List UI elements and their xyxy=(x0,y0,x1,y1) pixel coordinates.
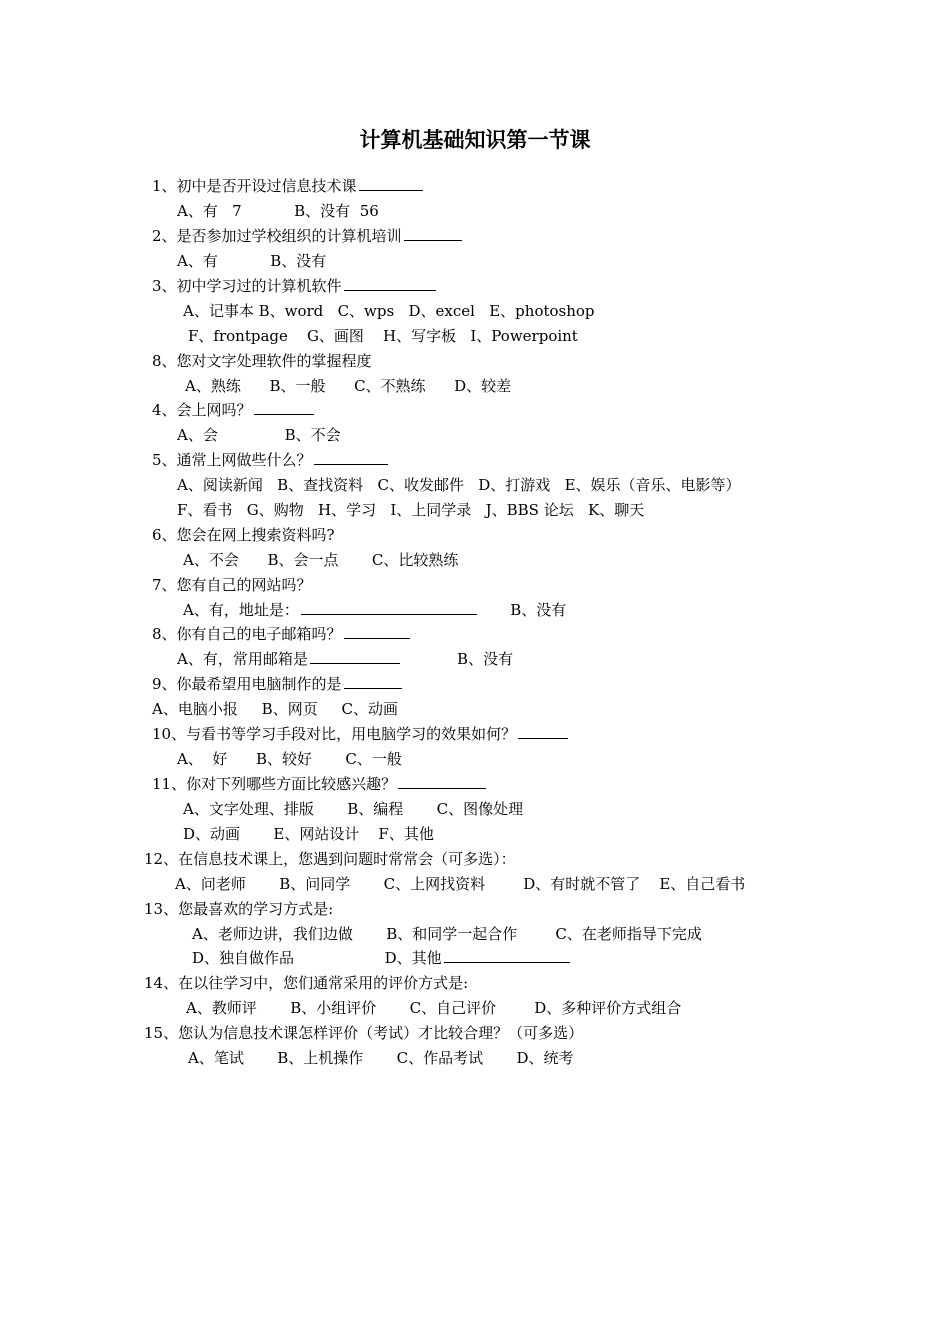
line-text-tail: B、没有 xyxy=(476,601,567,619)
question-line xyxy=(144,1023,583,1043)
question-line xyxy=(152,624,410,644)
line-text: 15、您认为信息技术课怎样评价（考试）才比较合理？（可多选） xyxy=(144,1024,584,1042)
question-line xyxy=(177,649,513,669)
line-text: A、笔试 B、上机操作 C、作品考试 D、统考 xyxy=(188,1049,574,1067)
line-text: 5、通常上网做些什么？ xyxy=(152,451,312,469)
question-line xyxy=(152,525,335,545)
answer-blank[interactable] xyxy=(254,400,314,415)
line-text: 3、初中学习过的计算机软件 xyxy=(152,277,342,295)
answer-blank[interactable] xyxy=(344,276,436,291)
line-text: 4、会上网吗？ xyxy=(152,401,252,419)
question-line xyxy=(152,400,314,420)
answer-blank[interactable] xyxy=(344,674,402,689)
question-line xyxy=(188,1048,574,1068)
answer-blank[interactable] xyxy=(344,624,410,639)
question-line xyxy=(144,849,516,869)
answer-blank[interactable] xyxy=(310,649,400,664)
question-line xyxy=(152,724,568,744)
line-text: A、老师边讲，我们边做 B、和同学一起合作 C、在老师指导下完成 xyxy=(192,925,702,943)
line-text: 8、你有自己的电子邮箱吗？ xyxy=(152,625,342,643)
answer-blank[interactable] xyxy=(444,948,570,963)
question-line xyxy=(144,899,333,919)
line-text: F、frontpage G、画图 H、写字板 I、Powerpoint xyxy=(188,327,578,345)
line-text: 1、初中是否开设过信息技术课 xyxy=(152,177,357,195)
question-line xyxy=(152,226,462,246)
answer-blank[interactable] xyxy=(359,176,423,191)
question-line xyxy=(152,450,388,470)
question-line xyxy=(183,799,523,819)
line-text: F、看书 G、购物 H、学习 I、上同学录 J、BBS 论坛 K、聊天 xyxy=(177,501,645,519)
answer-blank[interactable] xyxy=(518,724,568,739)
line-text: A、记事本 B、word C、wps D、excel E、photoshop xyxy=(183,302,595,320)
question-line xyxy=(183,301,595,321)
answer-blank[interactable] xyxy=(314,450,388,465)
question-line xyxy=(177,500,644,520)
question-line xyxy=(183,550,458,570)
line-text: A、电脑小报 B、网页 C、动画 xyxy=(152,700,399,718)
line-text: A、文字处理、排版 B、编程 C、图像处理 xyxy=(183,800,524,818)
line-text: 10、与看书等学习手段对比，用电脑学习的效果如何？ xyxy=(152,725,517,743)
line-text: 6、您会在网上搜索资料吗? xyxy=(152,526,335,544)
line-text: A、会 B、不会 xyxy=(177,426,341,444)
question-line xyxy=(144,973,468,993)
question-line xyxy=(177,201,379,221)
line-text: 11、你对下列哪些方面比较感兴趣？ xyxy=(152,775,397,793)
question-line xyxy=(152,699,398,719)
line-text: A、有，常用邮箱是 xyxy=(177,650,308,668)
line-text: A、熟练 B、一般 C、不熟练 D、较差 xyxy=(185,377,512,395)
line-text: 8、您对文字处理软件的掌握程度 xyxy=(152,352,372,370)
line-text: 9、你最希望用电脑制作的是 xyxy=(152,675,342,693)
question-line xyxy=(152,674,402,694)
document-title: 计算机基础知识第一节课 xyxy=(359,128,591,152)
question-line xyxy=(175,874,745,894)
line-text: A、阅读新闻 B、查找资料 C、收发邮件 D、打游戏 E、娱乐（音乐、电影等） xyxy=(177,476,741,494)
question-line xyxy=(186,998,681,1018)
line-text: A、 好 B、较好 C、一般 xyxy=(177,750,402,768)
line-text: D、动画 E、网站设计 F、其他 xyxy=(183,825,434,843)
answer-blank[interactable] xyxy=(404,226,462,241)
answer-blank[interactable] xyxy=(398,774,486,789)
line-text: D、独自做作品 D、其他 xyxy=(192,949,442,967)
question-line xyxy=(177,475,741,495)
line-text: A、问老师 B、问同学 C、上网找资料 D、有时就不管了 E、自己看书 xyxy=(175,875,746,893)
line-text: A、有，地址是： xyxy=(183,601,299,619)
question-line xyxy=(192,948,570,968)
question-line xyxy=(183,824,434,844)
question-line xyxy=(177,425,341,445)
question-line xyxy=(152,774,486,794)
line-text: 12、在信息技术课上，您遇到问题时常常会（可多选）： xyxy=(144,850,516,868)
line-text: 2、是否参加过学校组织的计算机培训 xyxy=(152,227,402,245)
question-line xyxy=(152,351,372,371)
question-line xyxy=(152,575,312,595)
line-text: A、有 B、没有 xyxy=(177,252,327,270)
line-text: A、有 7 B、没有 56 xyxy=(177,202,379,220)
line-text: 7、您有自己的网站吗？ xyxy=(152,576,312,594)
question-line xyxy=(152,176,423,196)
question-line xyxy=(183,600,566,620)
line-text: A、教师评 B、小组评价 C、自己评价 D、多种评价方式组合 xyxy=(186,999,682,1017)
line-text: 13、您最喜欢的学习方式是: xyxy=(144,900,334,918)
line-text-tail: B、没有 xyxy=(399,650,514,668)
question-line xyxy=(152,276,436,296)
question-line xyxy=(177,251,326,271)
question-line xyxy=(185,376,511,396)
line-text: 14、在以往学习中，您们通常采用的评价方式是: xyxy=(144,974,469,992)
question-line xyxy=(177,749,402,769)
question-line xyxy=(192,924,702,944)
question-line xyxy=(188,326,578,346)
answer-blank[interactable] xyxy=(301,600,477,615)
line-text: A、不会 B、会一点 C、比较熟练 xyxy=(183,551,459,569)
